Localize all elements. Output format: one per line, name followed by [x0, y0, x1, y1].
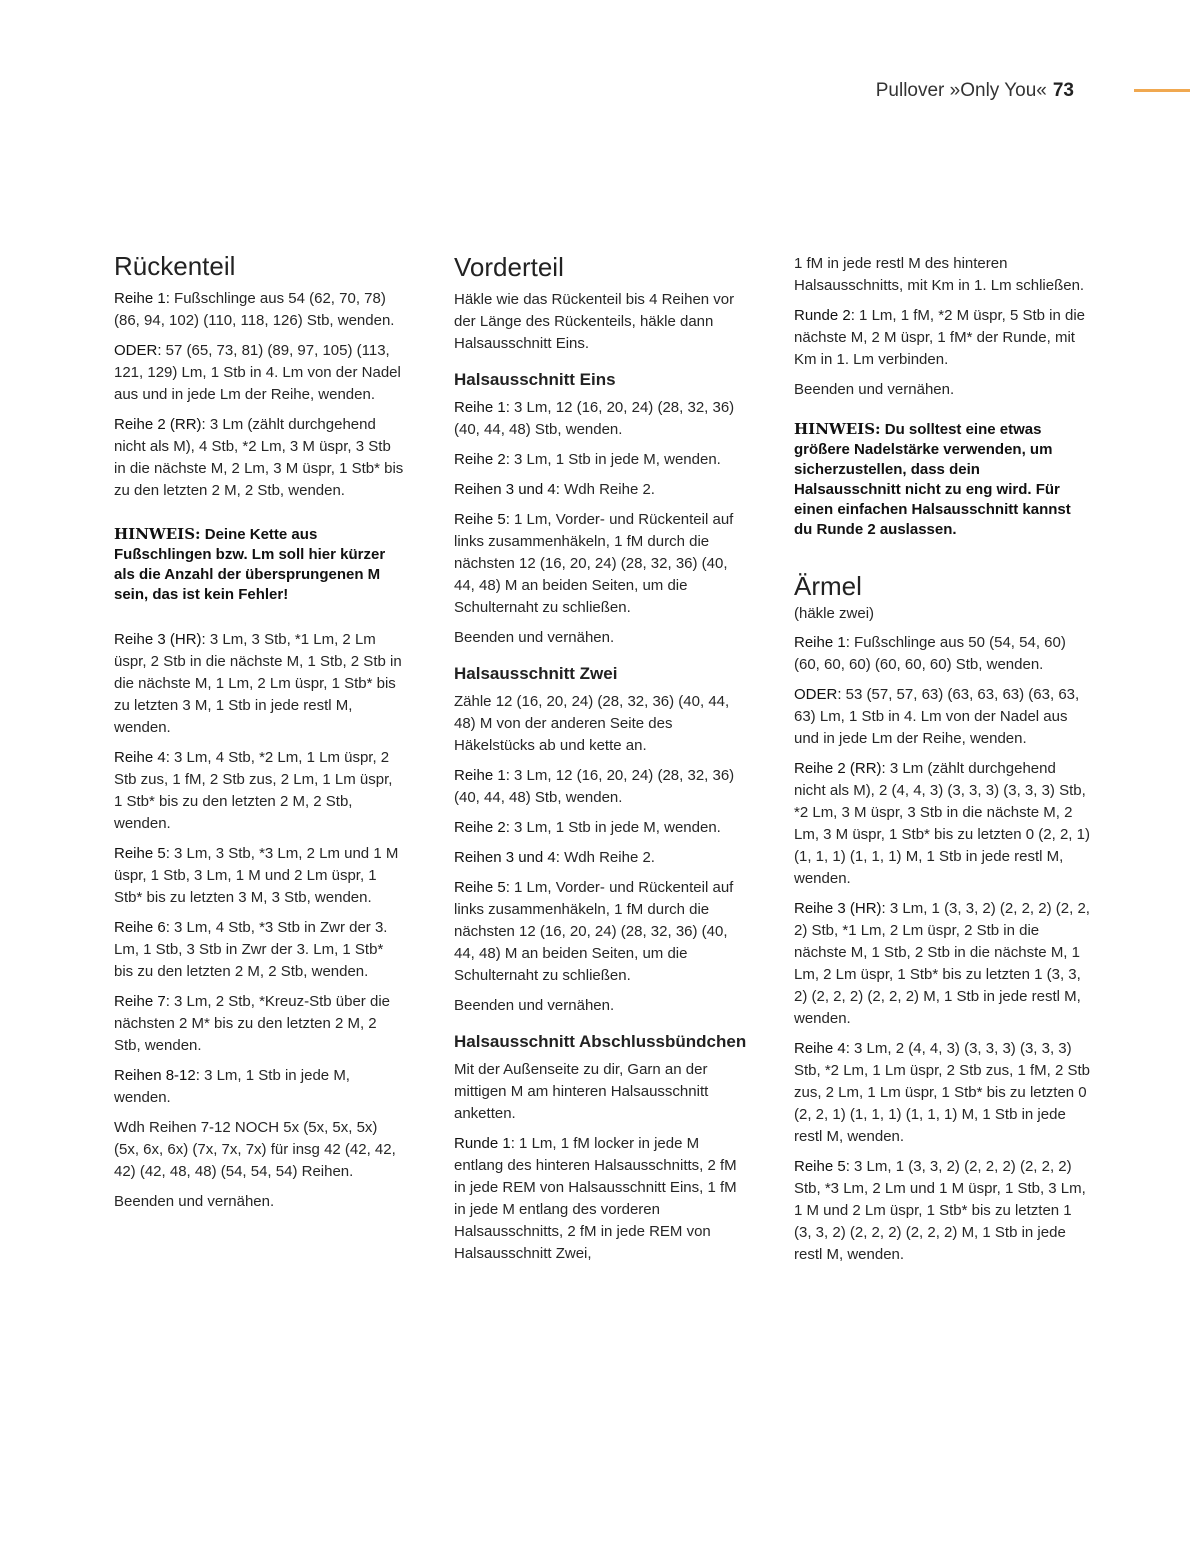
instruction-row-1 [454, 397, 750, 441]
row-label: ODER: [114, 342, 162, 359]
instruction-finish: Beenden und vernähen. [454, 997, 615, 1014]
instruction-row-2 [454, 449, 750, 471]
instruction-row-5 [454, 509, 750, 619]
note-label: HINWEIS: [114, 525, 201, 543]
column-vorderteil [454, 251, 750, 1273]
section-heading-aermel: Ärmel [794, 571, 862, 601]
row-label: Reihe 2 (RR): [794, 760, 886, 777]
instruction-row-3 [114, 629, 404, 739]
row-text: 3 Lm, 4 Stb, *3 Stb in Zwr der 3. Lm, 1 Stb, 3 Stb in Zwr der 3. Lm, 1 Stb* bis zu den letzten 2 M, 2 Stb, wenden. [114, 919, 388, 980]
instruction-row-1 [454, 765, 750, 809]
row-text: 1 Lm, Vorder- und Rückenteil auf links zusammenhäkeln, 1 fM durch die nächsten 12 (16, 20, 24) (28, 32, 36) (40, 44, 48) M an beiden Seiten, um die Schulternaht zu schließen. [454, 511, 734, 616]
row-text: 3 Lm (zählt durchgehend nicht als M), 4 Stb, *2 Lm, 3 M üspr, 3 Stb in die nächste M, 2 Lm, 3 M üspr, 1 Stb* bis zu den letzten 2 M, 2 Stb, wenden. [114, 416, 404, 499]
row-text: 3 Lm, 12 (16, 20, 24) (28, 32, 36) (40, 44, 48) Stb, wenden. [454, 767, 735, 806]
row-label: Reihe 1: [794, 634, 850, 651]
instruction-round-2 [794, 305, 1090, 371]
row-text: 3 Lm, 4 Stb, *2 Lm, 1 Lm üspr, 2 Stb zus, 1 fM, 2 Stb zus, 2 Lm, 1 Lm üspr, 1 Stb* bis zu den letzten 2 M, 2 Stb, wenden. [114, 749, 393, 832]
row-label: Reihe 3 (HR): [114, 631, 206, 648]
instruction-oder [114, 340, 404, 406]
row-label: Reihe 2 (RR): [114, 416, 206, 433]
subheading-halsausschnitt-zwei: Halsausschnitt Zwei [454, 664, 618, 683]
row-text: 3 Lm, 2 (4, 4, 3) (3, 3, 3) (3, 3, 3) Stb, *2 Lm, 1 Lm üspr, 2 Stb zus, 1 fM, 2 Stb zus, 2 Lm, 1 Lm üspr, 1 Stb* bis zu letzten 0 (2, 2, 1) (1, 1, 1) (1, 1, 1) M, 1 Stb in jede restl M, wenden. [794, 1040, 1090, 1145]
row-text: Wdh Reihe 2. [559, 481, 655, 498]
instruction-rows-3-4 [454, 479, 750, 501]
row-label: Reihe 1: [454, 767, 510, 784]
row-text: 3 Lm, 1 (3, 3, 2) (2, 2, 2) (2, 2, 2) Stb, *3 Lm, 2 Lm und 1 M üspr, 1 Stb, 3 Lm, 1 M und 2 Lm üspr, 1 Stb* bis zu letzten 1 (3, 3, 2) (2, 2, 2) (2, 2, 2) M, 1 Stb in jede restl M, wenden. [794, 1158, 1086, 1263]
subheading-abschlussbuendchen: Halsausschnitt Abschlussbündchen [454, 1032, 747, 1051]
row-label: Reihe 1: [114, 290, 170, 307]
row-text: 3 Lm, 1 Stb in jede M, wenden. [114, 1067, 350, 1106]
instruction-rows-3-4 [454, 847, 750, 869]
row-label: Reihe 5: [114, 845, 170, 862]
continued-text: 1 fM in jede restl M des hinteren Halsausschnitts, mit Km in 1. Lm schließen. [794, 255, 1085, 294]
accent-bar [1134, 89, 1190, 92]
instruction-row-2 [454, 817, 750, 839]
row-text: 3 Lm, 12 (16, 20, 24) (28, 32, 36) (40, 44, 48) Stb, wenden. [454, 399, 735, 438]
running-head-title: Pullover »Only You« [875, 80, 1047, 101]
row-label: Reihe 5: [794, 1158, 850, 1175]
row-text: 1 Lm, 1 fM locker in jede M entlang des hinteren Halsausschnitts, 2 fM in jede REM von Halsausschnitt Eins, 1 fM in jede M entlang des vorderen Halsausschnitts, 2 fM in jede REM von Halsausschnitt Zwei, [454, 1135, 737, 1262]
row-label: Reihe 6: [114, 919, 170, 936]
section-heading-vorderteil: Vorderteil [454, 252, 564, 282]
note-text: Deine Kette aus Fußschlingen bzw. Lm soll hier kürzer als die Anzahl der übersprungenen M sein, das ist kein Fehler! [114, 526, 386, 603]
row-label: Reihe 5: [454, 879, 510, 896]
subheading-halsausschnitt-eins: Halsausschnitt Eins [454, 370, 616, 389]
instruction-oder [794, 684, 1090, 750]
row-text: Wdh Reihe 2. [559, 849, 655, 866]
row-label: Reihen 3 und 4: [454, 481, 560, 498]
row-text: 3 Lm, 3 Stb, *1 Lm, 2 Lm üspr, 2 Stb in die nächste M, 1 Stb, 2 Stb in die nächste M, 1 Lm, 2 Lm üspr, 1 Stb* bis zu letzten 3 M, 1 Stb in jede restl M, wenden. [114, 631, 402, 736]
instruction-finish: Beenden und vernähen. [794, 381, 955, 398]
instruction-rows-8-12 [114, 1065, 404, 1109]
row-label: Reihen 3 und 4: [454, 849, 560, 866]
row-label: Reihe 4: [794, 1040, 850, 1057]
row-text: Fußschlinge aus 50 (54, 54, 60) (60, 60, 60) (60, 60, 60) Stb, wenden. [794, 634, 1066, 673]
instruction-row-2 [794, 758, 1090, 890]
row-text: 3 Lm (zählt durchgehend nicht als M), 2 (4, 4, 3) (3, 3, 3) (3, 3, 3) Stb, *2 Lm, 3 M üspr, 3 Stb in die nächste M, 2 Lm, 3 M üspr, 1 Stb* bis zu letzten 0 (2, 2, 1) (1, 1, 1) (1, 1, 1) M, 1 Stb in jede restl M, wenden. [794, 760, 1090, 887]
row-label: Reihe 2: [454, 819, 510, 836]
running-head [876, 80, 1074, 102]
instruction-repeat: Wdh Reihen 7-12 NOCH 5x (5x, 5x, 5x) (5x, 6x, 6x) (7x, 7x, 7x) für insg 42 (42, 42, 42) (42, 48, 48) (54, 54, 54) Reihen. [114, 1119, 396, 1180]
row-text: 3 Lm, 3 Stb, *3 Lm, 2 Lm und 1 M üspr, 1 Stb, 3 Lm, 1 M und 2 Lm üspr, 1 Stb* bis zu letzten 3 M, 3 Stb, wenden. [114, 845, 399, 906]
instruction-row-5 [114, 843, 404, 909]
instruction-row-5 [794, 1156, 1090, 1266]
instruction-round-1 [454, 1133, 750, 1265]
row-label: Reihe 1: [454, 399, 510, 416]
row-label: Reihen 8-12: [114, 1067, 200, 1084]
instruction-row-5 [454, 877, 750, 987]
page-number: 73 [1052, 80, 1074, 101]
row-text: 1 Lm, 1 fM, *2 M üspr, 5 Stb in die nächste M, 2 M üspr, 1 fM* der Runde, mit Km in 1. Lm verbinden. [794, 307, 1085, 368]
intro-text: Zähle 12 (16, 20, 24) (28, 32, 36) (40, 44, 48) M von der anderen Seite des Häkelstücks ab und kette an. [454, 693, 730, 754]
intro-text: Häkle wie das Rückenteil bis 4 Reihen vor der Länge des Rückenteils, häkle dann Halsausschnitt Eins. [454, 291, 735, 352]
instruction-row-7 [114, 991, 404, 1057]
instruction-row-1 [794, 632, 1090, 676]
section-subtitle: (häkle zwei) [794, 605, 875, 622]
row-text: 3 Lm, 1 (3, 3, 2) (2, 2, 2) (2, 2, 2) Stb, *1 Lm, 2 Lm üspr, 2 Stb in die nächste M, 1 Stb, 2 Stb in die nächste M, 1 Lm, 2 Lm üspr, 1 Stb* bis zu letzten 1 (3, 3, 2) (2, 2, 2) (2, 2, 2) M, 1 Stb in jede restl M, wenden. [794, 900, 1090, 1027]
column-aermel [794, 253, 1090, 1274]
instruction-row-3 [794, 898, 1090, 1030]
row-text: 3 Lm, 2 Stb, *Kreuz-Stb über die nächsten 2 M* bis zu den letzten 2 M, 2 Stb, wenden. [114, 993, 390, 1054]
section-heading-rueckenteil: Rückenteil [114, 251, 236, 281]
note-text: Du solltest eine etwas größere Nadelstärke verwenden, um sicherzustellen, dass dein Halsausschnitt nicht zu eng wird. Für einen einfachen Halsausschnitt kannst du Runde 2 auslassen. [794, 421, 1071, 538]
row-label: Reihe 7: [114, 993, 170, 1010]
row-text: 57 (65, 73, 81) (89, 97, 105) (113, 121, 129) Lm, 1 Stb in 4. Lm von der Nadel aus und in jede Lm der Reihe, wenden. [114, 342, 401, 403]
instruction-finish: Beenden und vernähen. [454, 629, 615, 646]
row-label: ODER: [794, 686, 842, 703]
note-box [114, 524, 404, 605]
row-text: 3 Lm, 1 Stb in jede M, wenden. [509, 451, 721, 468]
intro-text: Mit der Außenseite zu dir, Garn an der mittigen M am hinteren Halsausschnitt anketten. [454, 1061, 709, 1122]
row-label: Runde 1: [454, 1135, 515, 1152]
row-text: 3 Lm, 1 Stb in jede M, wenden. [509, 819, 721, 836]
row-text: Fußschlinge aus 54 (62, 70, 78) (86, 94, 102) (110, 118, 126) Stb, wenden. [114, 290, 395, 329]
instruction-row-1 [114, 288, 404, 332]
column-rueckenteil [114, 250, 404, 1221]
instruction-row-4 [114, 747, 404, 835]
instruction-row-4 [794, 1038, 1090, 1148]
note-label: HINWEIS: [794, 420, 881, 438]
row-label: Reihe 2: [454, 451, 510, 468]
note-box [794, 419, 1090, 540]
row-label: Reihe 3 (HR): [794, 900, 886, 917]
row-text: 53 (57, 57, 63) (63, 63, 63) (63, 63, 63) Lm, 1 Stb in 4. Lm von der Nadel aus und in jede Lm der Reihe, wenden. [794, 686, 1080, 747]
row-label: Reihe 4: [114, 749, 170, 766]
row-label: Reihe 5: [454, 511, 510, 528]
row-text: 1 Lm, Vorder- und Rückenteil auf links zusammenhäkeln, 1 fM durch die nächsten 12 (16, 20, 24) (28, 32, 36) (40, 44, 48) M an beiden Seiten, um die Schulternaht zu schließen. [454, 879, 734, 984]
instruction-row-2 [114, 414, 404, 502]
row-label: Runde 2: [794, 307, 855, 324]
instruction-finish: Beenden und vernähen. [114, 1193, 275, 1210]
instruction-row-6 [114, 917, 404, 983]
